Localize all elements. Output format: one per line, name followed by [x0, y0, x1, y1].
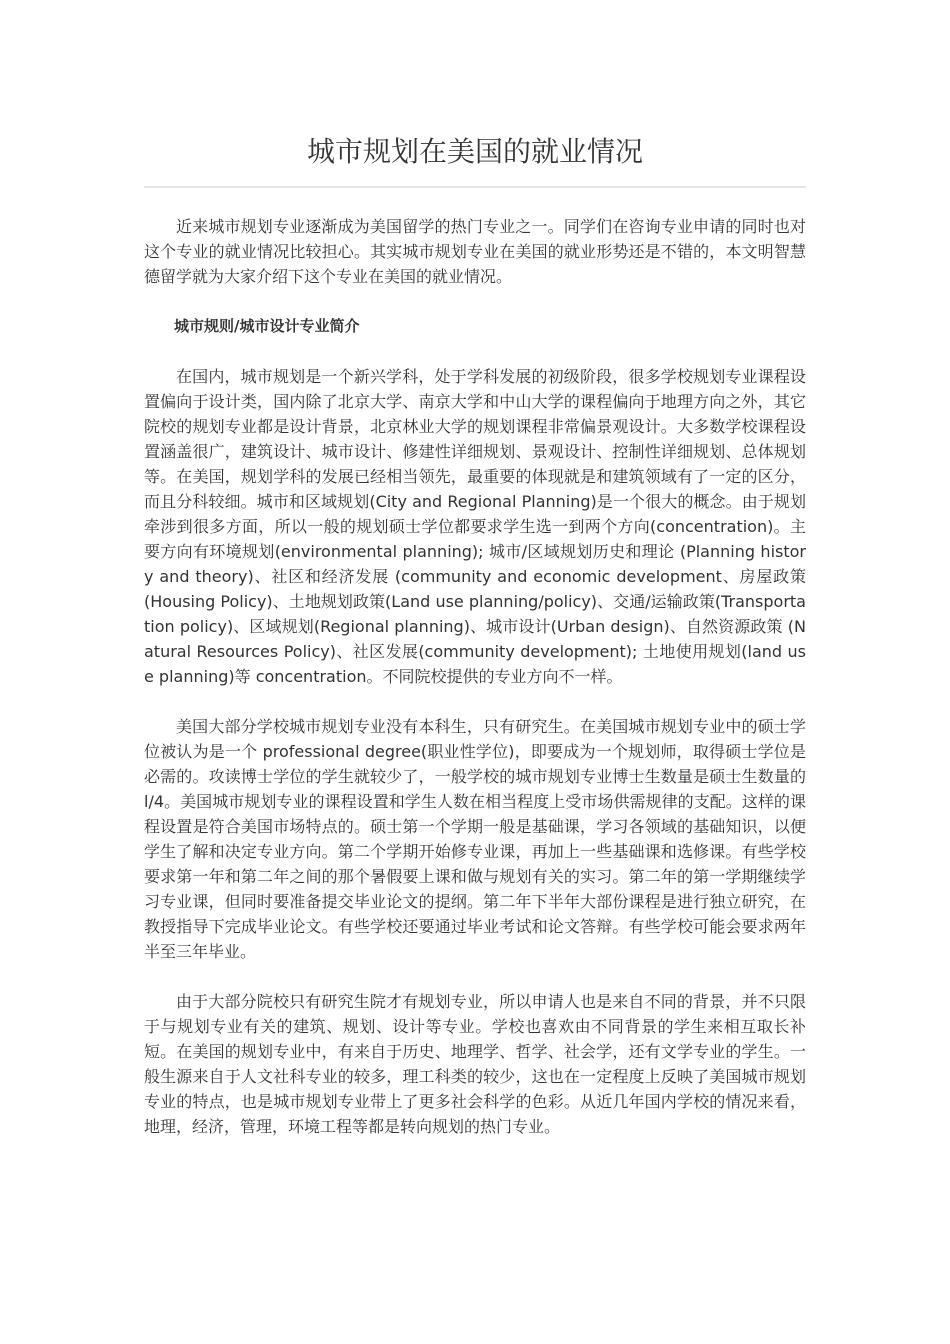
paragraph-gap [144, 964, 806, 989]
title-divider [144, 186, 806, 188]
paragraph-gap [144, 689, 806, 714]
intro-paragraph: 近来城市规划专业逐渐成为美国留学的热门专业之一。同学们在咨询专业申请的同时也对这个专业的就业情况比较担心。其实城市规划专业在美国的就业形势还是不错的，本文明智慧德留学就为大家介绍下这个专业在美国的就业情况。 [144, 217, 806, 286]
article-body [144, 214, 806, 1139]
body-paragraph-3: 由于大部分院校只有研究生院才有规划专业，所以申请人也是来自不同的背景，并不只限于与规划专业有关的建筑、规划、设计等专业。学校也喜欢由不同背景的学生来相互取长补短。在美国的规划专业中，有来自于历史、地理学、哲学、社会学，还有文学专业的学生。一般生源来自于人文社科专业的较多，理工科类的较少，这也在一定程度上反映了美国城市规划专业的特点，也是城市规划专业带上了更多社会科学的色彩。从近几年国内学校的情况来看，地理，经济，管理，环境工程等都是转向规划的热门专业。 [144, 992, 806, 1136]
body-paragraph-2: 美国大部分学校城市规划专业没有本科生，只有研究生。在美国城市规划专业中的硕士学位被认为是一个 professional degree(职业性学位)，即要成为一个规划师，取得硕士学位是必需的。攻读博士学位的学生就较少了，一般学校的城市规划专业博士生数量是硕士生数量的 l/4。美国城市规划专业的课程设置和学生人数在相当程度上受市场供需规律的支配。这样的课程设置是符合美国市场特点的。硕士第一个学期一般是基础课，学习各领域的基础知识，以便学生了解和决定专业方向。第二个学期开始修专业课，再加上一些基础课和选修课。有些学校要求第一年和第二年之间的那个暑假要上课和做与规划有关的实习。第二年的第一学期继续学习专业课，但同时要准备提交毕业论文的提纲。第二年下半年大部份课程是进行独立研究，在教授指导下完成毕业论文。有些学校还要通过毕业考试和论文答辩。有些学校可能会要求两年半至三年毕业。 [144, 717, 806, 961]
paragraph-gap [144, 339, 806, 364]
paragraph-gap [144, 289, 806, 314]
body-paragraph-1: 在国内，城市规划是一个新兴学科，处于学科发展的初级阶段，很多学校规划专业课程设置偏向于设计类，国内除了北京大学、南京大学和中山大学的课程偏向于地理方向之外，其它院校的规划专业都是设计背景，北京林业大学的规划课程非常偏景观设计。大多数学校课程设置涵盖很广，建筑设计、城市设计、修建性详细规划、景观设计、控制性详细规划、总体规划等。在美国，规划学科的发展已经相当领先，最重要的体现就是和建筑领域有了一定的区分，而且分科较细。城市和区域规划(City and Regional Planning)是一个很大的概念。由于规划牵涉到很多方面，所以一般的规划硕士学位都要求学生选一到两个方向(concentration)。主要方向有环境规划(environmental planning); 城市/区域规划历史和理论 (Planning history and theory)、社区和经济发展 (community and economic development、房屋政策(Housing Policy)、土地规划政策(Land use planning/policy)、交通/运输政策(Transportation policy)、区域规划(Regional planning)、城市设计(Urban design)、自然资源政策 (Natural Resources Policy)、社区发展(community development); 土地使用规划(land use planning)等 concentration。不同院校提供的专业方向不一样。 [144, 367, 806, 686]
article [144, 0, 806, 1139]
page-title: 城市规划在美国的就业情况 [306, 135, 643, 168]
section-heading: 城市规则/城市设计专业简介 [174, 317, 360, 335]
